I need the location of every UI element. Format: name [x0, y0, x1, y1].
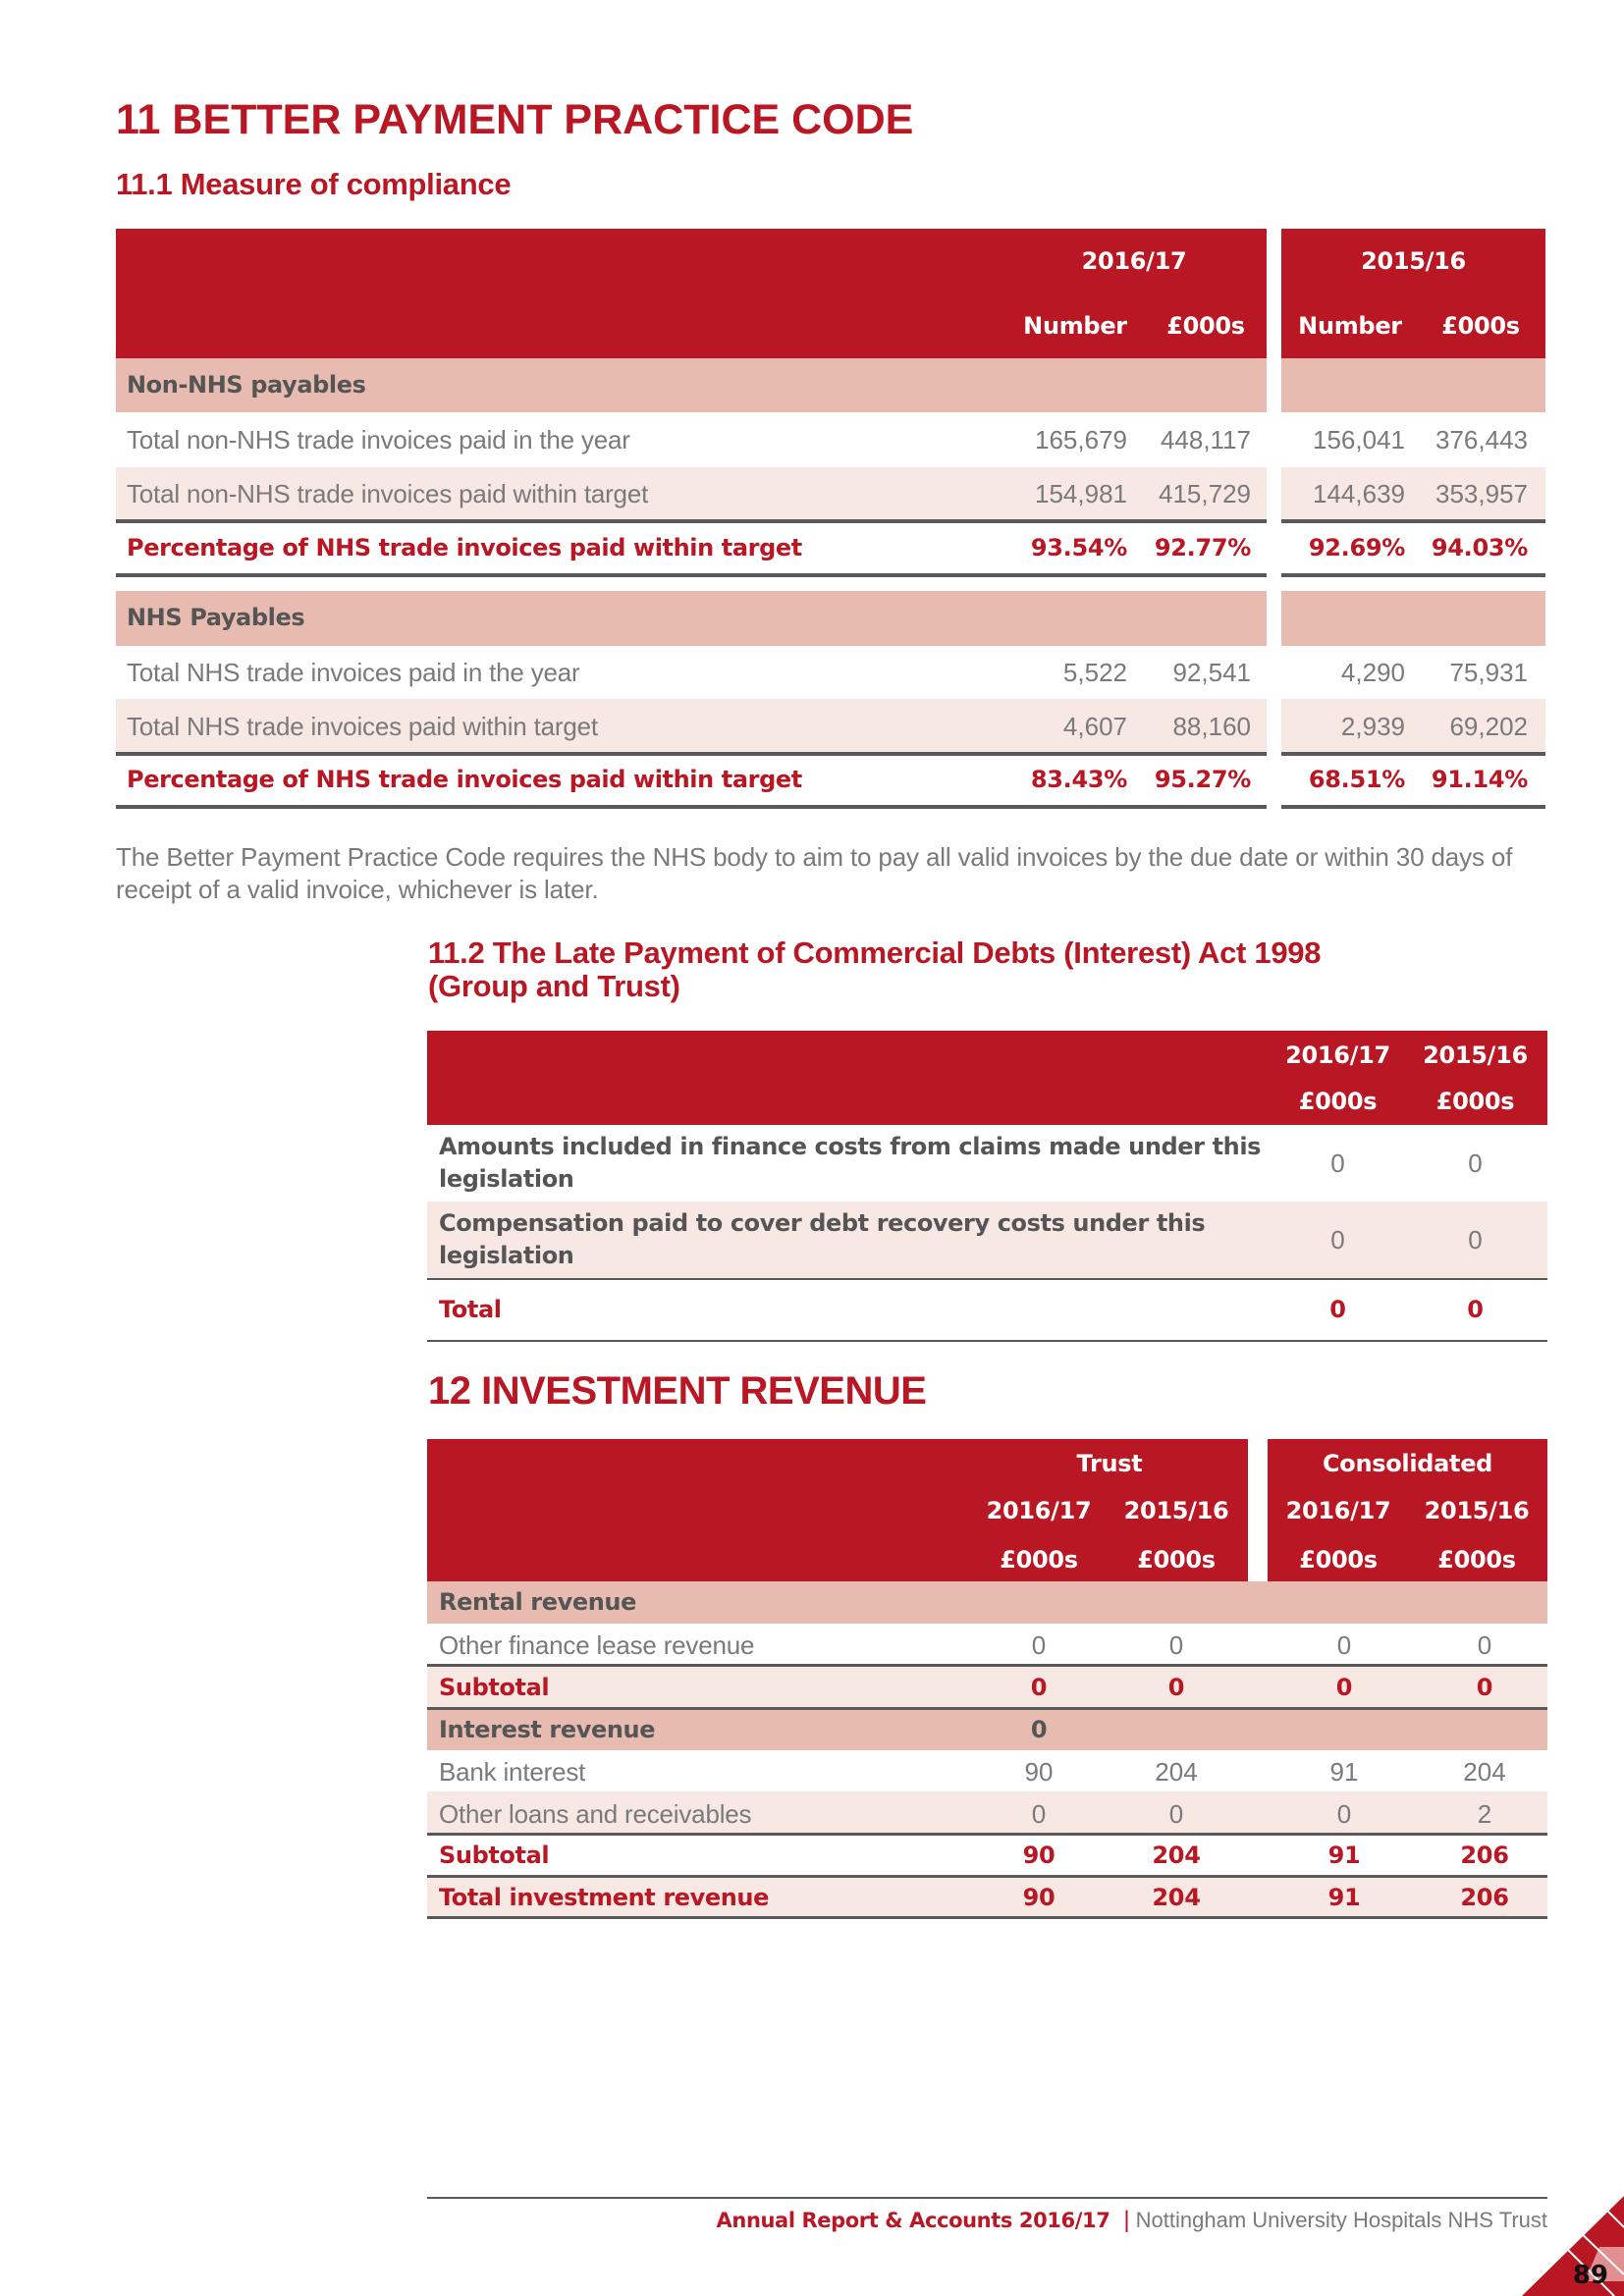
pct-value: 95.27%	[1154, 766, 1251, 793]
cell-value: 376,443	[1435, 425, 1528, 454]
pct-value: 68.51%	[1308, 766, 1405, 793]
header-year: 2016/17	[1285, 1497, 1391, 1524]
cell-value: 0	[1336, 1630, 1352, 1660]
cell-value: 75,931	[1449, 658, 1528, 687]
header-unit: £000s	[1437, 1546, 1516, 1574]
divider	[116, 573, 1267, 577]
divider	[1281, 519, 1545, 523]
cell-value: 0	[1468, 1148, 1483, 1178]
cell-value: 165,679	[1035, 425, 1127, 454]
cell-value: 90	[1024, 1757, 1054, 1787]
pct-label: Percentage of NHS trade invoices paid within target	[127, 766, 802, 793]
footer-divider	[427, 2197, 1547, 2199]
header-col-number: Number	[1023, 312, 1127, 340]
subtotal-value: 0	[1167, 1674, 1185, 1701]
cell-value: 0	[1330, 1225, 1345, 1255]
header-col-number: Number	[1298, 312, 1402, 340]
cell-value: 5,522	[1062, 658, 1127, 687]
cell-value: 353,957	[1435, 479, 1528, 508]
header-unit: £000s	[1298, 1088, 1378, 1115]
header-year: 2016/17	[986, 1497, 1092, 1524]
header-year-2015-16: 2015/16	[1361, 247, 1466, 275]
subtotal-value: 0	[1335, 1674, 1353, 1701]
row-label: Total non-NHS trade invoices paid within target	[127, 479, 649, 508]
divider	[427, 1833, 1547, 1836]
section-11-2-title-line2: (Group and Trust)	[428, 969, 680, 1003]
cell-value: 448,117	[1160, 425, 1251, 454]
pct-label: Percentage of NHS trade invoices paid within target	[127, 534, 802, 561]
cell-value: 2	[1477, 1799, 1492, 1829]
total-label: Total investment revenue	[439, 1884, 769, 1911]
row-label: Total NHS trade invoices paid in the year	[127, 658, 580, 687]
cell-value: 0	[1330, 1148, 1345, 1178]
header-group-consolidated: Consolidated	[1322, 1450, 1493, 1477]
subtotal-label: Subtotal	[439, 1842, 550, 1869]
header-year-2016-17: 2016/17	[1081, 247, 1187, 275]
total-value: 91	[1327, 1884, 1361, 1911]
subtotal-value: 0	[1030, 1674, 1048, 1701]
total-value: 204	[1152, 1884, 1201, 1911]
group-band	[1281, 591, 1545, 646]
group-band-value: 0	[1030, 1716, 1048, 1743]
pct-value: 91.14%	[1431, 766, 1528, 793]
header-unit: £000s	[1435, 1088, 1515, 1115]
cell-value: 0	[1168, 1630, 1184, 1660]
cell-value: 0	[1031, 1630, 1047, 1660]
cell-value: 144,639	[1313, 479, 1405, 508]
header-year: 2016/17	[1285, 1041, 1390, 1069]
row-label: Other loans and receivables	[439, 1799, 752, 1829]
total-label: Total	[439, 1296, 502, 1323]
header-unit: £000s	[1000, 1546, 1078, 1574]
row-label	[439, 1131, 1261, 1196]
divider	[116, 805, 1267, 809]
total-value: 0	[1329, 1296, 1346, 1323]
cell-value: 0	[1168, 1799, 1184, 1829]
cell-value: 0	[1031, 1799, 1047, 1829]
pct-value: 93.54%	[1030, 534, 1127, 561]
group-label-non-nhs: Non-NHS payables	[127, 371, 366, 399]
section-11-1-title: 11.1 Measure of compliance	[116, 167, 512, 201]
cell-value: 415,729	[1159, 479, 1251, 508]
footer-organisation: Nottingham University Hospitals NHS Trust	[1135, 2208, 1547, 2232]
cell-value: 0	[1336, 1799, 1352, 1829]
cell-value: 204	[1463, 1757, 1506, 1787]
total-value: 0	[1467, 1296, 1484, 1323]
cell-value: 4,607	[1062, 712, 1127, 741]
divider	[427, 1916, 1547, 1919]
total-value: 90	[1022, 1884, 1056, 1911]
footer	[717, 2207, 1547, 2234]
header-col-gbp: £000s	[1441, 312, 1520, 340]
group-label-interest: Interest revenue	[439, 1716, 656, 1743]
cell-value: 91	[1329, 1757, 1359, 1787]
subtotal-label: Subtotal	[439, 1674, 550, 1701]
row-label: Other finance lease revenue	[439, 1630, 755, 1660]
pct-value: 83.43%	[1030, 766, 1127, 793]
section-11-2-title	[428, 936, 1321, 1003]
divider	[427, 1340, 1547, 1342]
group-band	[1281, 358, 1545, 412]
row-label	[439, 1207, 1205, 1272]
divider	[116, 519, 1267, 523]
cell-value: 156,041	[1313, 425, 1405, 454]
pct-value: 92.77%	[1154, 534, 1251, 561]
cell-value: 2,939	[1340, 712, 1405, 741]
header-year: 2015/16	[1423, 1041, 1528, 1069]
header-unit: £000s	[1299, 1546, 1378, 1574]
row-label-line: legislation	[439, 1242, 574, 1269]
total-value: 206	[1460, 1884, 1509, 1911]
section-11-2-title-line1: 11.2 The Late Payment of Commercial Debts (Interest) Act 1998	[428, 935, 1322, 970]
subtotal-value: 0	[1476, 1674, 1493, 1701]
header-unit: £000s	[1137, 1546, 1216, 1574]
cell-value: 4,290	[1340, 658, 1405, 687]
subtotal-value: 204	[1152, 1842, 1201, 1869]
footer-separator: |	[1123, 2207, 1130, 2233]
row-label-line: legislation	[439, 1165, 574, 1193]
header-col-gbp: £000s	[1166, 312, 1245, 340]
footer-report-title: Annual Report & Accounts 2016/17	[716, 2209, 1110, 2232]
group-label-rental: Rental revenue	[439, 1588, 636, 1616]
divider	[116, 752, 1267, 756]
pct-value: 94.03%	[1431, 534, 1528, 561]
row-label: Total non-NHS trade invoices paid in the year	[127, 425, 630, 454]
subtotal-value: 90	[1022, 1842, 1056, 1869]
subtotal-value: 91	[1327, 1842, 1361, 1869]
header-group-trust: Trust	[1076, 1450, 1143, 1477]
divider	[1281, 805, 1545, 809]
section-11-title: 11 BETTER PAYMENT PRACTICE CODE	[116, 96, 914, 143]
row-label-line: Compensation paid to cover debt recovery costs under this	[439, 1209, 1206, 1237]
subtotal-value: 206	[1460, 1842, 1509, 1869]
header-year: 2015/16	[1424, 1497, 1530, 1524]
row-label: Bank interest	[439, 1757, 586, 1787]
cell-value: 92,541	[1172, 658, 1251, 687]
cell-value: 88,160	[1172, 712, 1251, 741]
divider	[1281, 573, 1545, 577]
cell-value: 0	[1477, 1630, 1492, 1660]
section-12-title: 12 INVESTMENT REVENUE	[428, 1369, 927, 1413]
row-label-line: Amounts included in finance costs from claims made under this	[439, 1133, 1262, 1160]
cell-value: 154,981	[1035, 479, 1127, 508]
cell-value: 0	[1468, 1225, 1483, 1255]
bppc-note: The Better Payment Practice Code requires the NHS body to aim to pay all valid invoices by the due date or within 30 days of receipt of a valid invoice, whichever is later.	[116, 842, 1513, 904]
page-number: 89	[1572, 2261, 1608, 2290]
cell-value: 69,202	[1449, 712, 1528, 741]
divider	[427, 1278, 1547, 1280]
group-label-nhs: NHS Payables	[127, 604, 305, 631]
header-year: 2015/16	[1123, 1497, 1229, 1524]
row-label: Total NHS trade invoices paid within target	[127, 712, 598, 741]
pct-value: 92.69%	[1308, 534, 1405, 561]
cell-value: 204	[1155, 1757, 1198, 1787]
divider	[1281, 752, 1545, 756]
